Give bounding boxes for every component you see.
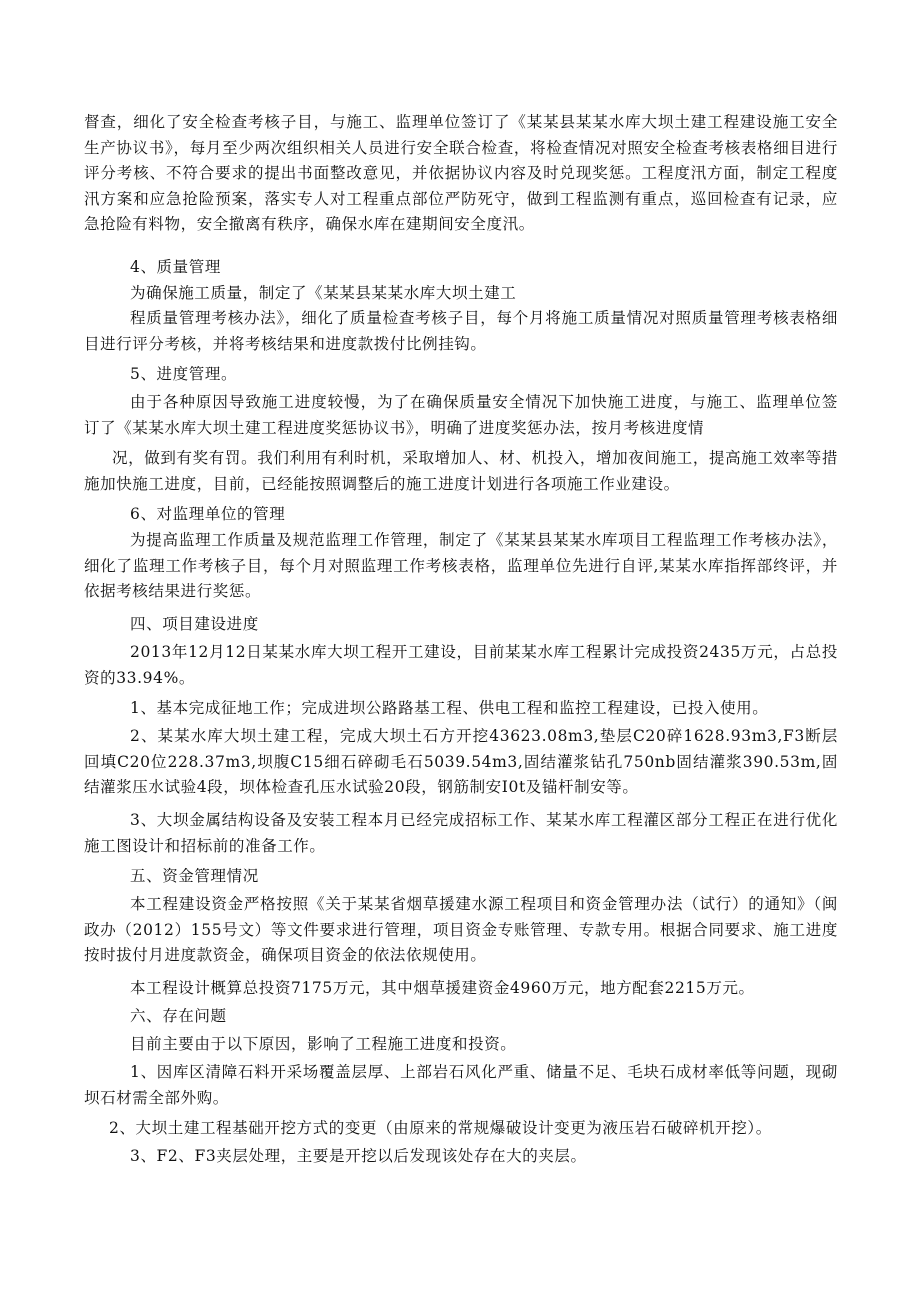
paragraph-progress-body: 况，做到有奖有罚。我们利用有利时机，采取增加人、材、机投入，增加夜间施工，提高施工效率等措施加快施工进度，目前，已经能按照调整后的施工进度计划进行各项施工作业建设。 [84,449,838,493]
paragraph-supervision-body: 为提高监理工作质量及规范监理工作管理，制定了《某某县某某水库项目工程监理工作考核办法》，细化了监理工作考核子目，每个月对照监理工作考核表格，监理单位先进行自评,某某水库指挥部终评，并依据考核结果进行奖惩。 [84,531,838,600]
paragraph-fund-management: 本工程建设资金严格按照《关于某某省烟草援建水源工程项目和资金管理办法（试行）的通知》（闽政办（2012）155号文）等文件要求进行管理，项目资金专账管理、专款专用。根据合同要求、施工进度按时拔付月进度款资金，确保项目资金的依法依规使用。 [84,895,838,964]
heading-quality-management: 4、质量管理 [130,258,221,276]
paragraph-quality-intro: 为确保施工质量，制定了《某某县某某水库大坝土建工 [130,284,517,302]
paragraph-budget-total: 本工程设计概算总投资7175万元，其中烟草援建资金4960万元，地方配套2215万元。 [130,979,755,997]
paragraph-progress-item-2: 2、某某水库大坝土建工程，完成大坝土石方开挖43623.08m3,垫层C20碎1628.93m3,F3断层回填C20位228.37m3,坝腹C15细石碎砌毛石5039.54m3,固结灌浆钻孔750nb固结灌浆390.53m,固结灌浆压水试验4段，坝体检查孔压水试验20段，钢筋制安I0t及锚杆制安等。 [84,727,838,796]
paragraph-problem-1: 1、因库区清障石料开采场覆盖层厚、上部岩石风化严重、储量不足、毛块石成材率低等问题，现砌坝石材需全部外购。 [84,1063,838,1107]
paragraph-construction-investment: 2013年12月12日某某水库大坝工程开工建设，目前某某水库工程累计完成投资2435万元，占总投资的33.94%。 [84,643,838,687]
heading-existing-problems: 六、存在问题 [130,1007,227,1025]
heading-construction-progress: 四、项目建设进度 [130,615,259,633]
heading-progress-management: 5、进度管理。 [130,365,238,383]
paragraph-progress-intro: 由于各种原因导致施工进度较慢，为了在确保质量安全情况下加快施工进度，与施工、监理单位签订了《某某水库大坝土建工程进度奖惩协议书》，明确了进度奖惩办法，按月考核进度情 [84,393,838,437]
heading-supervision-management: 6、对监理单位的管理 [130,505,286,523]
paragraph-problem-3: 3、F2、F3夹层处理，主要是开挖以后发现该处存在大的夹层。 [130,1147,587,1165]
paragraph-problems-intro: 目前主要由于以下原因，影响了工程施工进度和投资。 [130,1035,517,1053]
paragraph-progress-item-3: 3、大坝金属结构设备及安装工程本月已经完成招标工作、某某水库工程灌区部分工程正在进行优化施工图设计和招标前的准备工作。 [84,811,838,855]
paragraph-safety-supervision: 督查，细化了安全检查考核子目，与施工、监理单位签订了《某某县某某水库大坝土建工程建设施工安全生产协议书》，每月至少两次组织相关人员进行安全联合检查，将检查情况对照安全检查考核表格细目进行评分考核、不符合要求的提出书面整改意见，并依据协议内容及时兑现奖惩。工程度汛方面，制定工程度汛方案和应急抢险预案，落实专人对工程重点部位严防死守，做到工程监测有重点，巡回检查有记录，应急抢险有料物，安全撤离有秩序，确保水库在建期间安全度汛。 [84,113,838,233]
paragraph-problem-2: 2、大坝土建工程基础开挖方式的变更（由原来的常规爆破设计变更为液压岩石破碎机开挖）。 [109,1119,772,1137]
paragraph-quality-body: 程质量管理考核办法》，细化了质量检查考核子目，每个月将施工质量情况对照质量管理考核表格细目进行评分考核，并将考核结果和进度款拨付比例挂钩。 [84,309,838,353]
paragraph-progress-item-1: 1、基本完成征地工作；完成进坝公路路基工程、供电工程和监控工程建设，已投入使用。 [130,699,769,717]
heading-fund-management: 五、资金管理情况 [130,867,259,885]
